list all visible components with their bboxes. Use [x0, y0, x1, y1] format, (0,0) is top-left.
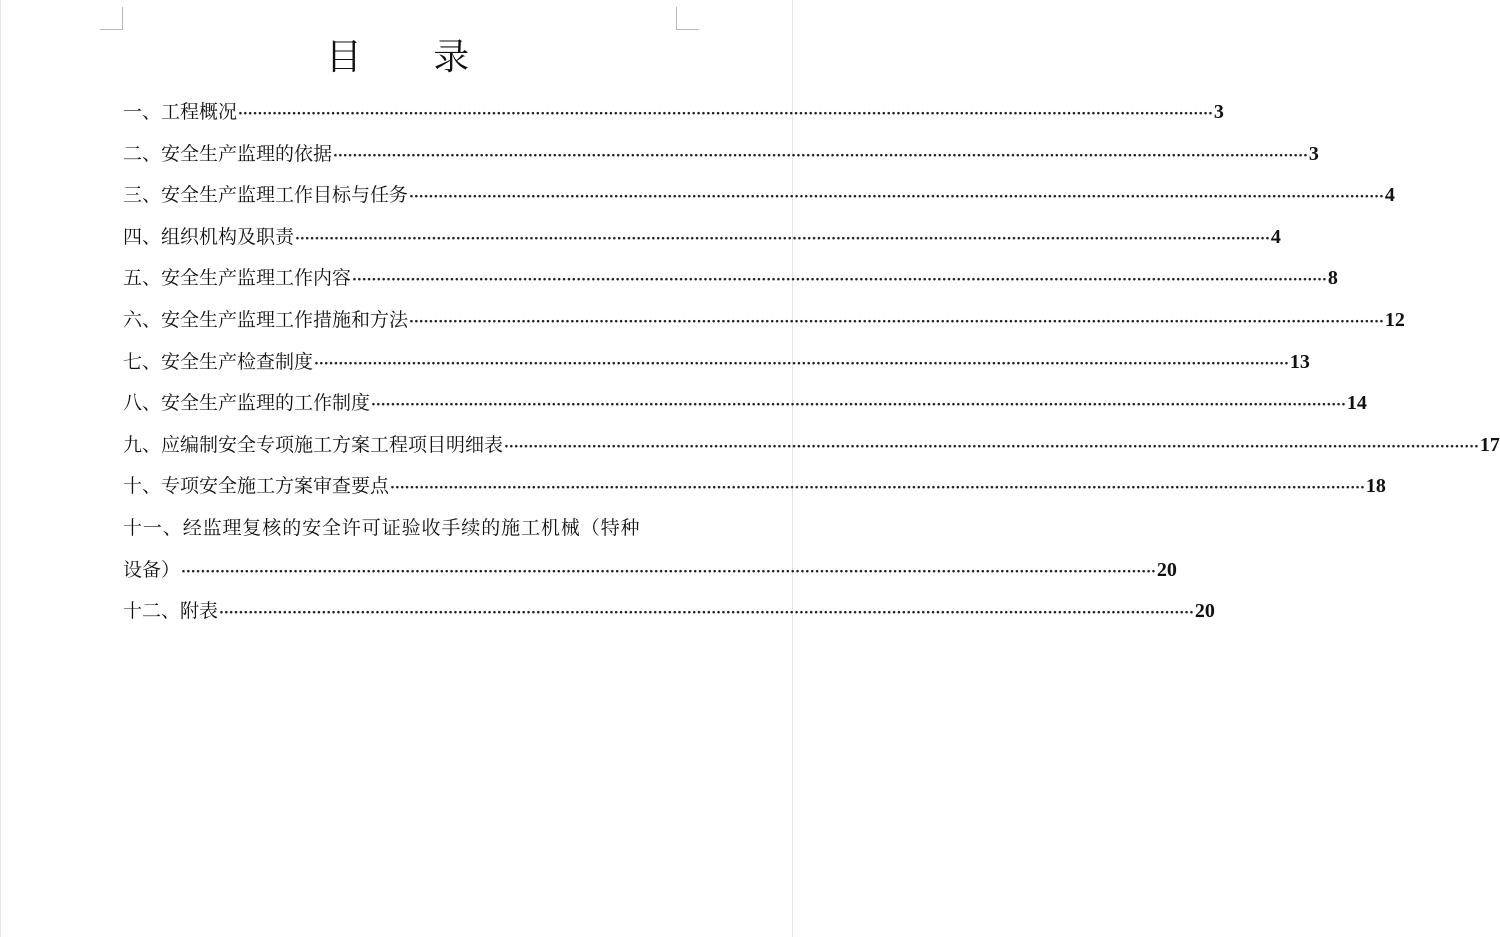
toc-page-number: 20 [1194, 600, 1215, 623]
toc-entry[interactable] [123, 342, 1310, 384]
toc-entry[interactable] [123, 258, 1338, 300]
table-of-contents [123, 92, 1500, 633]
toc-page-number: 14 [1346, 392, 1367, 415]
toc-leader-dots: ········································································································································································································ [238, 106, 1213, 122]
toc-leader-dots: ········································································································································································································ [314, 355, 1289, 372]
toc-leader-dots: ········································································································································································································ [352, 272, 1327, 289]
toc-entry[interactable] [123, 466, 1386, 508]
toc-entry[interactable] [123, 134, 1319, 176]
toc-entry-text-line1: 十一、经监理复核的安全许可证验收手续的施工机械（特种 [123, 516, 641, 539]
toc-page-number: 20 [1156, 558, 1177, 581]
toc-page-number: 4 [1384, 184, 1395, 207]
toc-page-number: 4 [1270, 225, 1281, 248]
toc-leader-dots: ········································································································································································································ [371, 397, 1346, 414]
toc-leader-dots: ········································································································································································································ [333, 147, 1308, 164]
toc-leader-dots: ········································································································································································································ [219, 605, 1194, 622]
toc-entry[interactable] [123, 591, 1215, 633]
crop-mark-top-right [676, 7, 699, 30]
toc-entry-text: 十、专项安全施工方案审查要点 [123, 475, 390, 498]
toc-leader-dots: ········································································································································································································ [409, 313, 1384, 330]
toc-entry[interactable] [123, 92, 1224, 134]
toc-page-number: 17 [1479, 433, 1500, 456]
toc-entry-text: 二、安全生产监理的依据 [123, 142, 333, 165]
toc-entry[interactable] [123, 217, 1281, 259]
toc-entry-text: 一、工程概况 [123, 101, 238, 123]
toc-entry-text: 设备） [123, 558, 181, 581]
toc-entry[interactable] [123, 383, 1367, 425]
toc-leader-dots: ········································································································································································································ [409, 189, 1384, 206]
toc-title: 目 录 [325, 37, 500, 78]
toc-entry-text: 八、安全生产监理的工作制度 [123, 392, 371, 415]
toc-leader-dots: ········································································································································································································ [295, 230, 1270, 247]
toc-leader-dots: ········································································································································································································ [390, 480, 1365, 497]
toc-entry-text: 五、安全生产监理工作内容 [123, 267, 352, 290]
toc-entry-text: 四、组织机构及职责 [123, 225, 295, 248]
toc-leader-dots: ········································································································································································································ [504, 438, 1479, 455]
toc-entry-text: 七、安全生产检查制度 [123, 350, 314, 373]
toc-entry-text: 十二、附表 [123, 600, 219, 623]
toc-page-number: 3 [1213, 101, 1224, 123]
toc-entry[interactable] [123, 508, 1177, 591]
toc-entry-text: 六、安全生产监理工作措施和方法 [123, 308, 409, 331]
toc-page-number: 13 [1289, 350, 1310, 373]
toc-page-number: 12 [1384, 308, 1405, 331]
toc-entry-text: 三、安全生产监理工作目标与任务 [123, 184, 409, 207]
toc-leader-dots: ········································································································································································································ [181, 563, 1156, 580]
toc-entry[interactable] [123, 425, 1500, 467]
toc-entry-text: 九、应编制安全专项施工方案工程项目明细表 [123, 433, 504, 456]
toc-page-number: 3 [1308, 142, 1319, 165]
toc-page-number: 18 [1365, 475, 1386, 498]
toc-entry[interactable] [123, 175, 1395, 217]
toc-page-number: 8 [1327, 267, 1338, 290]
toc-entry[interactable] [123, 300, 1405, 342]
crop-mark-top-left [100, 7, 123, 30]
